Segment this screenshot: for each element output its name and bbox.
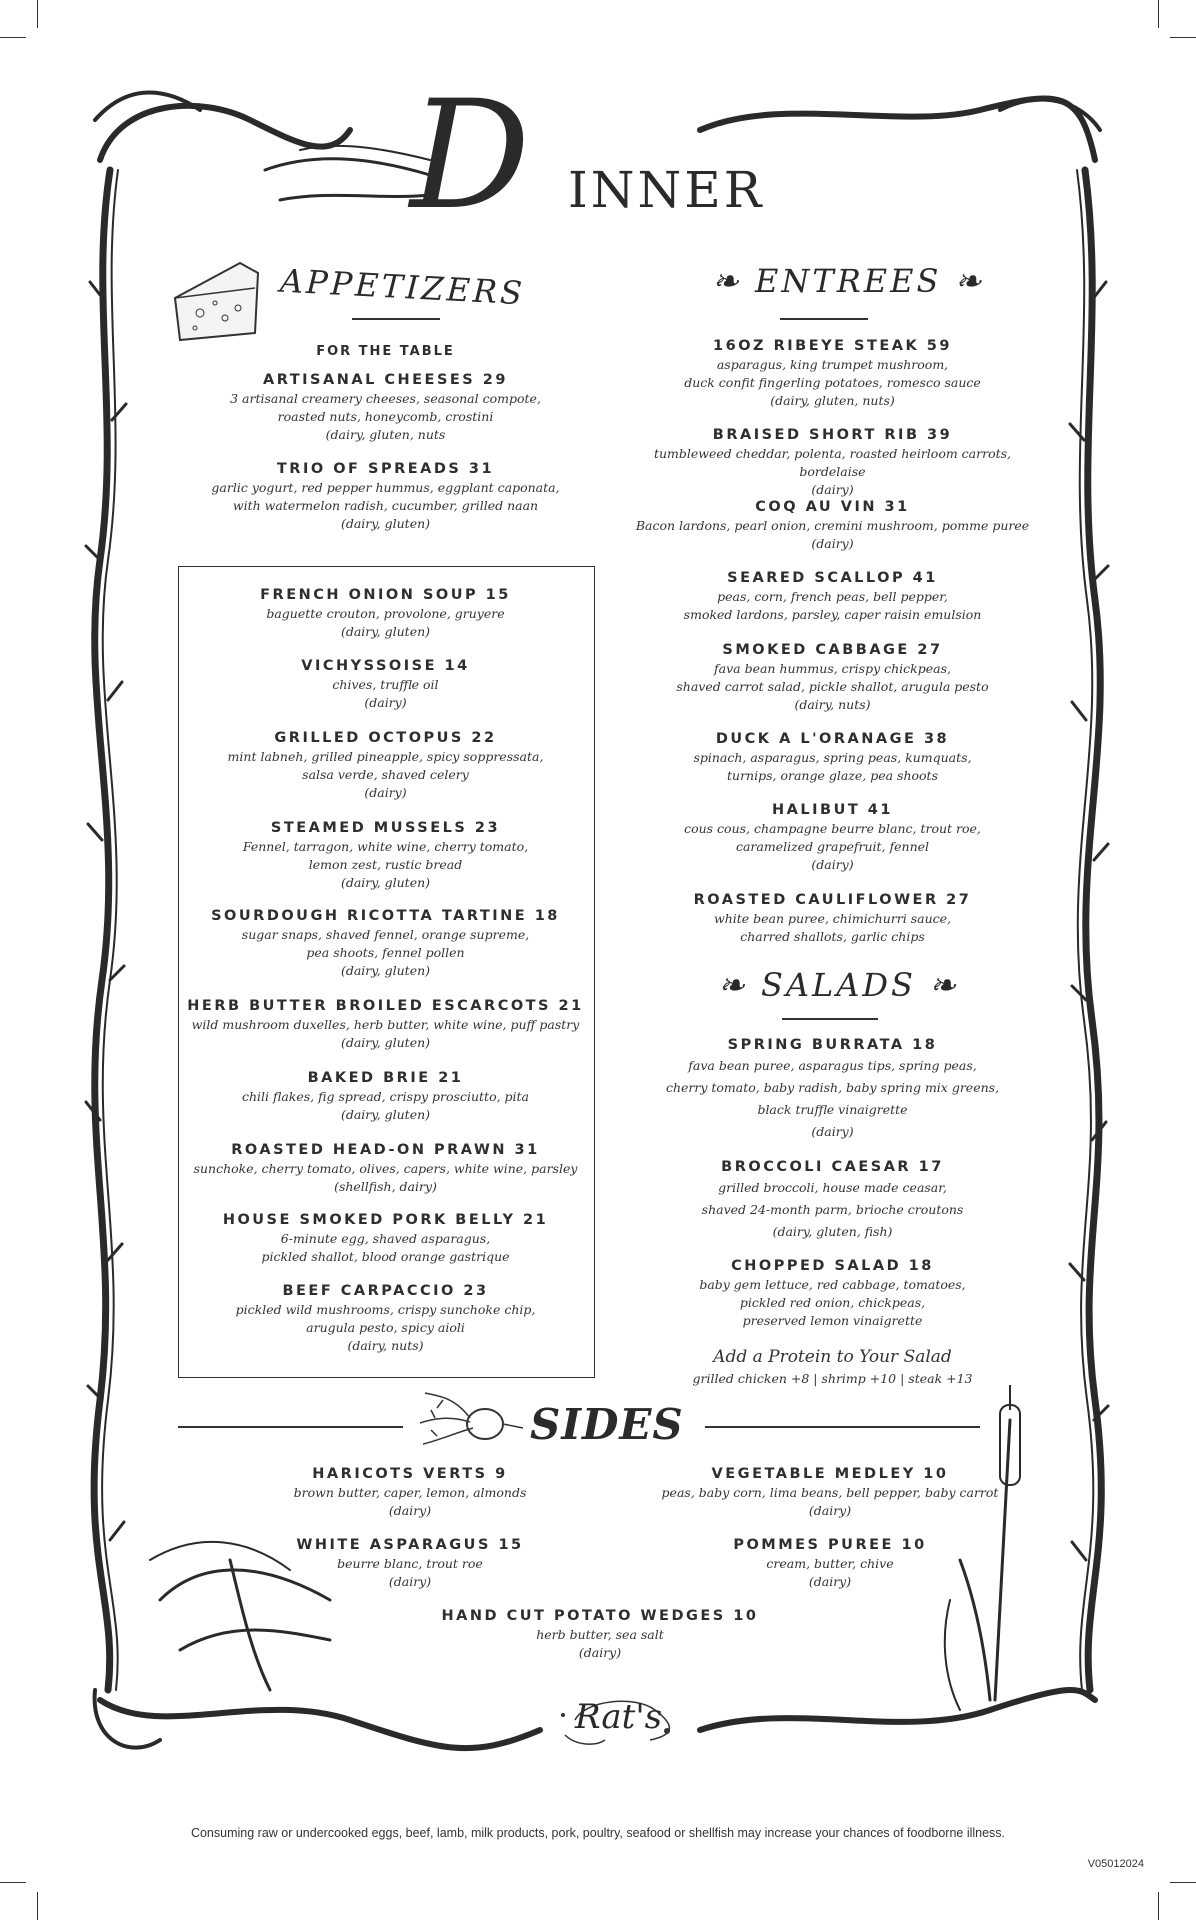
- item-description: charred shallots, garlic chips: [740, 929, 925, 944]
- item-description: (dairy, gluten, nuts: [325, 427, 446, 442]
- item-description: lemon zest, rustic bread: [308, 857, 463, 872]
- item-description: spinach, asparagus, spring peas, kumquats,: [693, 750, 972, 765]
- title-initial: D: [410, 69, 531, 243]
- entrees-heading: [712, 262, 984, 300]
- item-name: BEEF CARPACCIO 23: [282, 1283, 489, 1299]
- version-code: V05012024: [1087, 1858, 1144, 1870]
- menu-item: [178, 996, 593, 1052]
- menu-item: [178, 728, 593, 802]
- item-name: BAKED BRIE 21: [307, 1070, 464, 1086]
- item-name: SMOKED CABBAGE 27: [722, 642, 943, 658]
- item-description: fava bean puree, asparagus tips, spring peas,: [688, 1058, 977, 1073]
- item-description: (dairy, nuts): [347, 1338, 424, 1353]
- menu-title: [250, 69, 810, 245]
- item-description: (dairy): [364, 785, 407, 800]
- item-description: Bacon lardons, pearl onion, cremini mushroom, pomme puree: [635, 518, 1030, 533]
- leaf-icon: ❧: [954, 262, 985, 300]
- menu-item: [620, 1256, 1045, 1330]
- menu-item: [620, 425, 1045, 499]
- item-name: VICHYSSOISE 14: [301, 658, 470, 674]
- item-description: (dairy, nuts): [794, 697, 871, 712]
- item-description: brown butter, caper, lemon, almonds: [293, 1485, 527, 1500]
- salads-heading-label: SALADS: [760, 966, 916, 1004]
- item-name: HERB BUTTER BROILED ESCARCOTS 21: [187, 998, 584, 1014]
- entrees-rule: [780, 318, 868, 320]
- leaf-icon: ❧: [929, 966, 959, 1004]
- item-description: white bean puree, chimichurri sauce,: [714, 911, 951, 926]
- menu-item: [620, 336, 1045, 410]
- item-description: tumbleweed cheddar, polenta, roasted heirloom carrots, bordelaise: [653, 446, 1012, 479]
- sides-rule-right: [705, 1426, 980, 1428]
- item-description: duck confit fingerling potatoes, romesco sauce: [684, 375, 981, 390]
- item-description: arugula pesto, spicy aioli: [306, 1320, 465, 1335]
- item-description: (dairy, gluten): [340, 875, 431, 890]
- protein-options: grilled chicken +8 | shrimp +10 | steak +13: [692, 1371, 973, 1386]
- item-name: DUCK A L'ORANAGE 38: [715, 731, 950, 747]
- menu-item: [620, 640, 1045, 714]
- menu-item: [620, 1035, 1045, 1143]
- item-name: STEAMED MUSSELS 23: [270, 820, 501, 836]
- item-description: baby gem lettuce, red cabbage, tomatoes,: [699, 1277, 966, 1292]
- menu-item: [178, 459, 593, 533]
- item-description: (dairy): [578, 1645, 622, 1660]
- item-description: pickled shallot, blood orange gastrique: [261, 1249, 510, 1264]
- item-name: ROASTED CAULIFLOWER 27: [693, 892, 972, 908]
- item-name: SOURDOUGH RICOTTA TARTINE 18: [211, 908, 560, 924]
- item-description: garlic yogurt, red pepper hummus, eggplant caponata,: [211, 480, 560, 495]
- item-description: Fennel, tarragon, white wine, cherry tomato,: [242, 839, 529, 854]
- appetizers-rule: [352, 318, 440, 320]
- item-description: pickled wild mushrooms, crispy sunchoke chip,: [235, 1302, 536, 1317]
- item-description: (dairy, gluten): [340, 624, 431, 639]
- leaf-icon: ❧: [712, 262, 742, 300]
- item-description: (dairy, gluten, nuts): [770, 393, 895, 408]
- item-description: fava bean hummus, crispy chickpeas,: [714, 661, 951, 676]
- menu-item: [200, 1464, 620, 1520]
- menu-item: [178, 1140, 593, 1196]
- item-description: pea shoots, fennel pollen: [306, 945, 465, 960]
- item-name: WHITE ASPARAGUS 15: [296, 1537, 524, 1553]
- rats-logo: [545, 1685, 685, 1755]
- salads-heading: [718, 966, 959, 1004]
- item-name: HARICOTS VERTS 9: [312, 1466, 508, 1482]
- for-the-table-label: FOR THE TABLE: [316, 344, 455, 359]
- item-name: CHOPPED SALAD 18: [731, 1258, 934, 1274]
- item-description: beurre blanc, trout roe: [337, 1556, 483, 1571]
- item-description: (dairy): [808, 1574, 852, 1589]
- item-description: asparagus, king trumpet mushroom,: [716, 357, 949, 372]
- item-description: smoked lardons, parsley, caper raisin emulsion: [683, 607, 982, 622]
- menu-item: [620, 568, 1045, 624]
- item-description: (dairy, gluten, fish): [772, 1224, 893, 1239]
- sides-heading: SIDES: [530, 1400, 684, 1449]
- menu-item: [620, 729, 1045, 785]
- item-description: cream, butter, chive: [766, 1556, 894, 1571]
- item-description: peas, corn, french peas, bell pepper,: [717, 589, 948, 604]
- item-description: salsa verde, shaved celery: [302, 767, 469, 782]
- leaf-icon: ❧: [718, 966, 748, 1004]
- menu-item: [178, 1068, 593, 1124]
- menu-item: [178, 370, 593, 444]
- item-description: (dairy): [364, 695, 407, 710]
- item-name: VEGETABLE MEDLEY 10: [711, 1466, 949, 1482]
- salads-rule: [782, 1018, 878, 1020]
- item-description: sugar snaps, shaved fennel, orange supreme,: [241, 927, 530, 942]
- item-description: shaved carrot salad, pickle shallot, arugula pesto: [676, 679, 989, 694]
- item-description: herb butter, sea salt: [536, 1627, 664, 1642]
- item-name: FRENCH ONION SOUP 15: [260, 587, 511, 603]
- item-description: 3 artisanal creamery cheeses, seasonal compote,: [230, 391, 541, 406]
- menu-item: [620, 497, 1045, 553]
- menu-item: [178, 818, 593, 892]
- menu-item: [620, 800, 1045, 874]
- item-name: ROASTED HEAD-ON PRAWN 31: [231, 1142, 540, 1158]
- item-description: peas, baby corn, lima beans, bell pepper, baby carrot: [661, 1485, 999, 1500]
- logo-text: Rat's: [575, 1697, 663, 1737]
- menu-item: [620, 1464, 1040, 1520]
- item-name: SPRING BURRATA 18: [727, 1037, 938, 1053]
- item-description: (dairy): [808, 1503, 852, 1518]
- item-description: pickled red onion, chickpeas,: [739, 1295, 926, 1310]
- item-description: (dairy): [388, 1574, 432, 1589]
- protein-addon: [640, 1344, 1025, 1388]
- item-description: preserved lemon vinaigrette: [742, 1313, 923, 1328]
- item-description: chives, truffle oil: [332, 677, 439, 692]
- item-description: baguette crouton, provolone, gruyere: [266, 606, 505, 621]
- menu-item: [178, 585, 593, 641]
- item-description: (dairy): [811, 482, 854, 497]
- menu-item: [178, 1281, 593, 1355]
- item-name: GRILLED OCTOPUS 22: [274, 730, 497, 746]
- item-description: (shellfish, dairy): [334, 1179, 437, 1194]
- protein-heading: Add a Protein to Your Salad: [713, 1347, 952, 1367]
- item-description: cherry tomato, baby radish, baby spring mix greens,: [665, 1080, 1000, 1095]
- item-description: (dairy, gluten): [340, 516, 431, 531]
- turnip-icon: [415, 1388, 525, 1448]
- item-description: black truffle vinaigrette: [757, 1102, 908, 1117]
- item-description: (dairy, gluten): [340, 963, 431, 978]
- foodborne-illness-notice: Consuming raw or undercooked eggs, beef, lamb, milk products, pork, poultry, seafood or shellfish may increase your chances of foodborne illness.: [190, 1826, 1006, 1840]
- item-name: 16OZ RIBEYE STEAK 59: [713, 338, 952, 354]
- sides-rule-left: [178, 1426, 403, 1428]
- item-description: caramelized grapefruit, fennel: [735, 839, 930, 854]
- menu-item: [620, 1535, 1040, 1591]
- item-name: HAND CUT POTATO WEDGES 10: [441, 1608, 759, 1624]
- item-name: TRIO OF SPREADS 31: [276, 461, 495, 477]
- item-description: roasted nuts, honeycomb, crostini: [277, 409, 494, 424]
- item-description: chili flakes, fig spread, crispy prosciutto, pita: [241, 1089, 530, 1104]
- item-description: (dairy): [811, 1124, 854, 1139]
- item-description: wild mushroom duxelles, herb butter, white wine, puff pastry: [191, 1017, 580, 1032]
- menu-item: [178, 1210, 593, 1266]
- menu-item: [620, 1157, 1045, 1243]
- title-rest: INNER: [568, 161, 765, 219]
- item-name: SEARED SCALLOP 41: [727, 570, 938, 586]
- item-description: with watermelon radish, cucumber, grilled naan: [232, 498, 539, 513]
- item-description: sunchoke, cherry tomato, olives, capers, white wine, parsley: [193, 1161, 578, 1176]
- item-name: HALIBUT 41: [772, 802, 893, 818]
- item-description: (dairy, gluten): [340, 1107, 431, 1122]
- item-description: grilled broccoli, house made ceasar,: [718, 1180, 947, 1195]
- item-name: BRAISED SHORT RIB 39: [712, 427, 953, 443]
- item-description: (dairy): [811, 857, 854, 872]
- appetizers-heading: APPETIZERS: [279, 261, 526, 313]
- item-name: COQ AU VIN 31: [755, 499, 910, 515]
- item-description: shaved 24-month parm, brioche croutons: [701, 1202, 964, 1217]
- menu-item: [620, 890, 1045, 946]
- item-name: BROCCOLI CAESAR 17: [721, 1159, 944, 1175]
- item-description: cous cous, champagne beurre blanc, trout roe,: [684, 821, 981, 836]
- item-description: (dairy): [388, 1503, 432, 1518]
- menu-item: [380, 1606, 820, 1662]
- entrees-heading-label: ENTREES: [754, 262, 942, 300]
- item-description: turnips, orange glaze, pea shoots: [727, 768, 938, 783]
- menu-item: [178, 656, 593, 712]
- item-name: HOUSE SMOKED PORK BELLY 21: [222, 1212, 549, 1228]
- item-description: 6-minute egg, shaved asparagus,: [280, 1231, 491, 1246]
- menu-item: [200, 1535, 620, 1591]
- item-description: (dairy, gluten): [340, 1035, 431, 1050]
- item-description: (dairy): [811, 536, 854, 551]
- item-name: POMMES PUREE 10: [733, 1537, 927, 1553]
- item-description: mint labneh, grilled pineapple, spicy soppressata,: [227, 749, 544, 764]
- cheese-icon: [170, 258, 265, 343]
- item-name: ARTISANAL CHEESES 29: [263, 372, 508, 388]
- menu-item: [178, 906, 593, 980]
